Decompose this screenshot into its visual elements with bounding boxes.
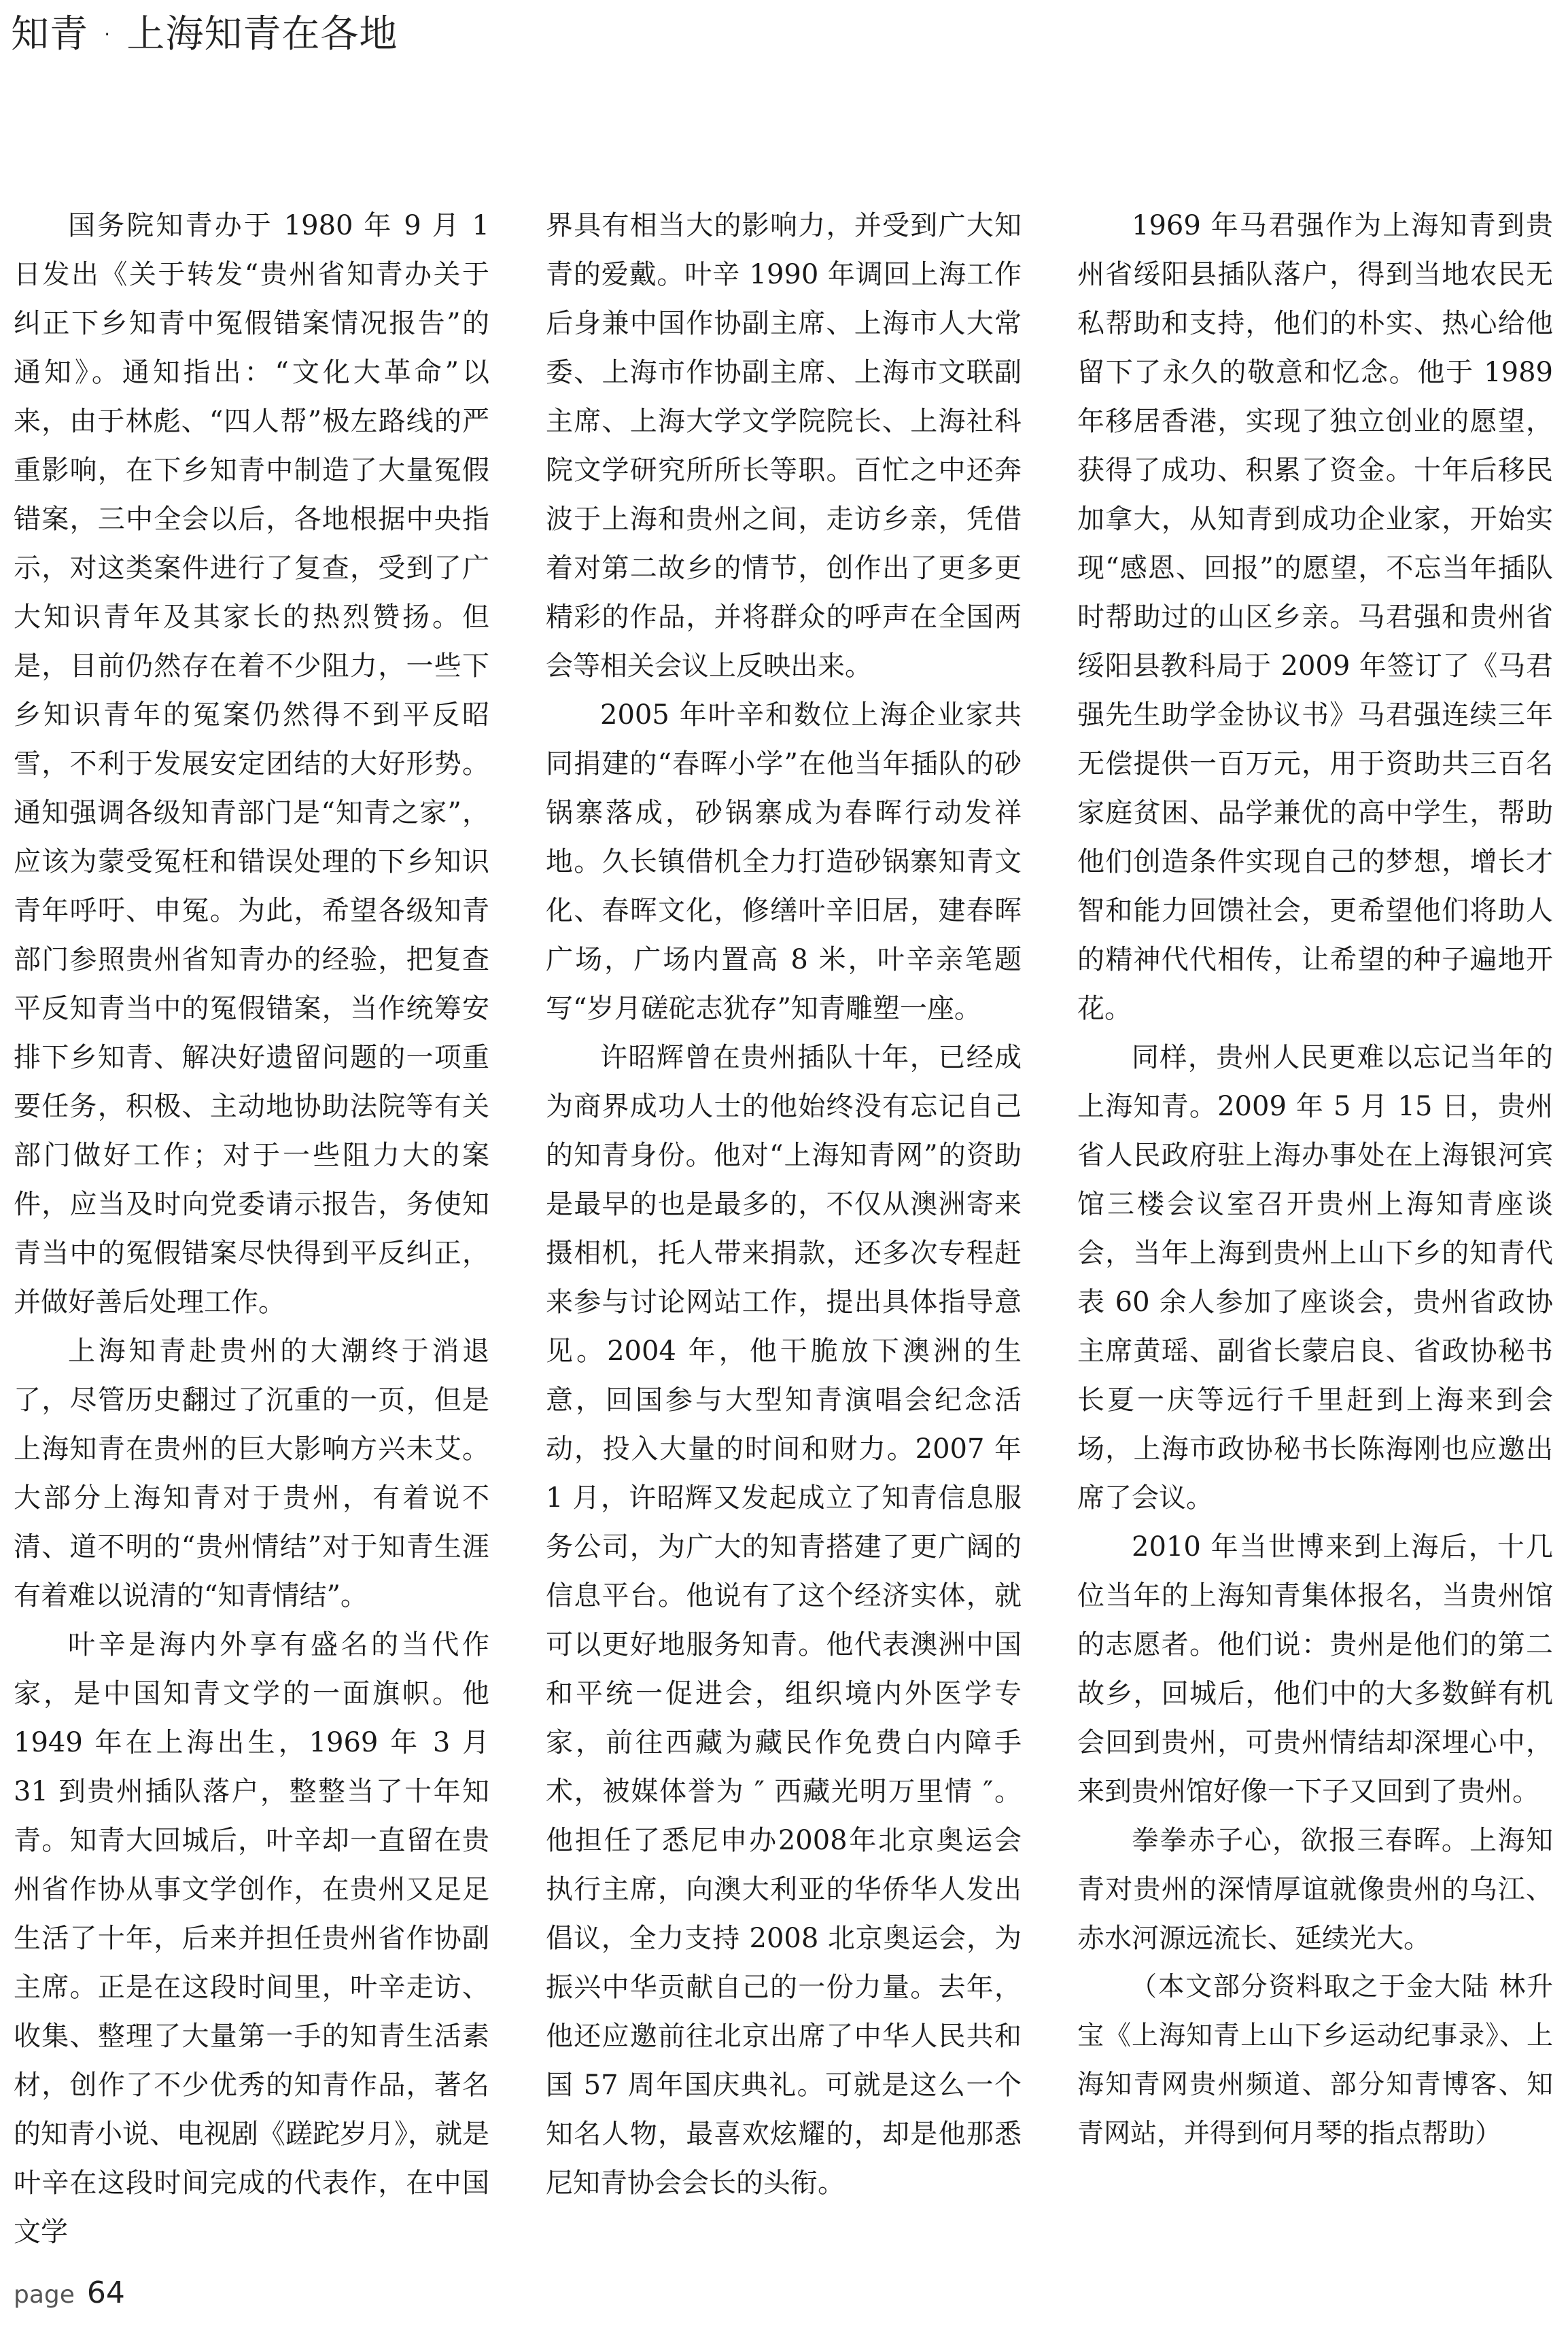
paragraph: 1969 年马君强作为上海知青到贵州省绥阳县插队落户，得到当地农民无私帮助和支持，他们的朴实、热心给他留下了永久的敬意和忆念。他于 1989 年移居香港，实现了独立创业的愿望，获得了成功、积累了资金。十年后移民加拿大，从知青到成功企业家，开始实现“感恩、回报”的愿望，不忘当年插队时帮助过的山区乡亲。马君强和贵州省绥阳县教科局于 2009 年签订了《马君强先生助学金协议书》马君强连续三年无偿提供一百万元，用于资助共三百名家庭贫困、品学兼优的高中学生，帮助他们创造条件实现自己的梦想，增长才智和能力回馈社会，更希望他们将助人的精神代代相传，让希望的种子遍地开花。 — [1077, 210, 1553, 1024]
text-column-3 — [1077, 201, 1553, 2159]
paragraph: 叶辛是海内外享有盛名的当代作家，是中国知青文学的一面旗帜。他 1949 年在上海出生，1969 年 3 月 31 到贵州插队落户，整整当了十年知青。知青大回城后，叶辛却一直留在贵州省作协从事文学创作，在贵州又足足生活了十年，后来并担任贵州省作协副主席。正是在这段时间里，叶辛走访、收集、整理了大量第一手的知青生活素材，创作了不少优秀的知青作品，著名的知青小说、电视剧《蹉跎岁月》，就是叶辛在这段时间完成的代表作，在中国文学 — [14, 1629, 489, 2248]
paragraph-continued: 界具有相当大的影响力，并受到广大知青的爱戴。叶辛 1990 年调回上海工作后身兼中国作协副主席、上海市人大常委、上海市作协副主席、上海市文联副主席、上海大学文学院院长、上海社科院文学研究所所长等职。百忙之中还奔波于上海和贵州之间，走访乡亲，凭借着对第二故乡的情节，创作出了更多更精彩的作品，并将群众的呼声在全国两会等相关会议上反映出来。 — [546, 210, 1022, 682]
paragraph: 国务院知青办于 1980 年 9 月 1 日发出《关于转发“贵州省知青办关于纠正下乡知青中冤假错案情况报告”的通知》。通知指出：“文化大革命”以来，由于林彪、“四人帮”极左路线的严重影响，在下乡知青中制造了大量冤假错案，三中全会以后，各地根据中央指示，对这类案件进行了复查，受到了广大知识青年及其家长的热烈赞扬。但是，目前仍然存在着不少阻力，一些下乡知识青年的冤案仍然得不到平反昭雪，不利于发展安定团结的大好形势。通知强调各级知青部门是“知青之家”，应该为蒙受冤枉和错误处理的下乡知识青年呼吁、申冤。为此，希望各级知青部门参照贵州省知青办的经验，把复查平反知青当中的冤假错案，当作统筹安排下乡知青、解决好遗留问题的一项重要任务，积极、主动地协助法院等有关部门做好工作；对于一些阻力大的案件，应当及时向党委请示报告，务使知青当中的冤假错案尽快得到平反纠正，并做好善后处理工作。 — [14, 210, 489, 1318]
paragraph: 上海知青赴贵州的大潮终于消退了，尽管历史翻过了沉重的一页，但是上海知青在贵州的巨大影响方兴未艾。大部分上海知青对于贵州，有着说不清、道不明的“贵州情结”对于知青生涯有着难以说清的“知青情结”。 — [14, 1336, 489, 1611]
text-column-2 — [546, 201, 1022, 2208]
paragraph: 拳拳赤子心，欲报三春晖。上海知青对贵州的深情厚谊就像贵州的乌江、赤水河源远流长、延续光大。 — [1077, 1825, 1553, 1954]
text-column-1 — [14, 201, 489, 2256]
paragraph: 2005 年叶辛和数位上海企业家共同捐建的“春晖小学”在他当年插队的砂锅寨落成，砂锅寨成为春晖行动发祥地。久长镇借机全力打造砂锅寨知青文化、春晖文化，修缮叶辛旧居，建春晖广场，广场内置高 8 米，叶辛亲笔题写“岁月磋砣志犹存”知青雕塑一座。 — [546, 699, 1022, 1024]
page-footer — [14, 2276, 125, 2310]
paragraph: 2010 年当世博来到上海后，十几位当年的上海知青集体报名，当贵州馆的志愿者。他们说：贵州是他们的第二故乡，回城后，他们中的大多数鲜有机会回到贵州，可贵州情结却深埋心中，来到贵州馆好像一下子又回到了贵州。 — [1077, 1531, 1553, 1807]
page-label: page — [14, 2281, 75, 2309]
paragraph: 同样，贵州人民更难以忘记当年的上海知青。2009 年 5 月 15 日，贵州省人民政府驻上海办事处在上海银河宾馆三楼会议室召开贵州上海知青座谈会，当年上海到贵州上山下乡的知青代表 60 余人参加了座谈会，贵州省政协主席黄瑶、副省长蒙启良、省政协秘书长夏一庆等远行千里赶到上海来到会场，上海市政协秘书长陈海刚也应邀出席了会议。 — [1077, 1042, 1553, 1514]
page-number: 64 — [86, 2276, 125, 2310]
paragraph: 许昭辉曾在贵州插队十年，已经成为商界成功人士的他始终没有忘记自己的知青身份。他对“上海知青网”的资助是最早的也是最多的，不仅从澳洲寄来摄相机，托人带来捐款，还多次专程赶来参与讨论网站工作，提出具体指导意见。2004 年，他干脆放下澳洲的生意，回国参与大型知青演唱会纪念活动，投入大量的时间和财力。2007 年 1 月，许昭辉又发起成立了知青信息服务公司，为广大的知青搭建了更广阔的信息平台。他说有了这个经济实体，就可以更好地服务知青。他代表澳洲中国和平统一促进会，组织境内外医学专家，前往西藏为藏民作免费白内障手术，被媒体誉为 ″ 西藏光明万里情 ″。他担任了悉尼申办2008年北京奥运会执行主席，向澳大利亚的华侨华人发出倡议，全力支持 2008 北京奥运会，为振兴中华贡献自己的一份力量。去年，他还应邀前往北京出席了中华人民共和国 57 周年国庆典礼。可就是这么一个知名人物，最喜欢炫耀的，却是他那悉尼知青协会会长的头衔。 — [546, 1042, 1022, 2199]
page-header: 知青 · 上海知青在各地 — [11, 12, 398, 56]
source-note: （本文部分资料取之于金大陆 林升宝《上海知青上山下乡运动纪事录》、上海知青网贵州频道、部分知青博客、知青网站，并得到何月琴的指点帮助） — [1077, 1972, 1553, 2149]
